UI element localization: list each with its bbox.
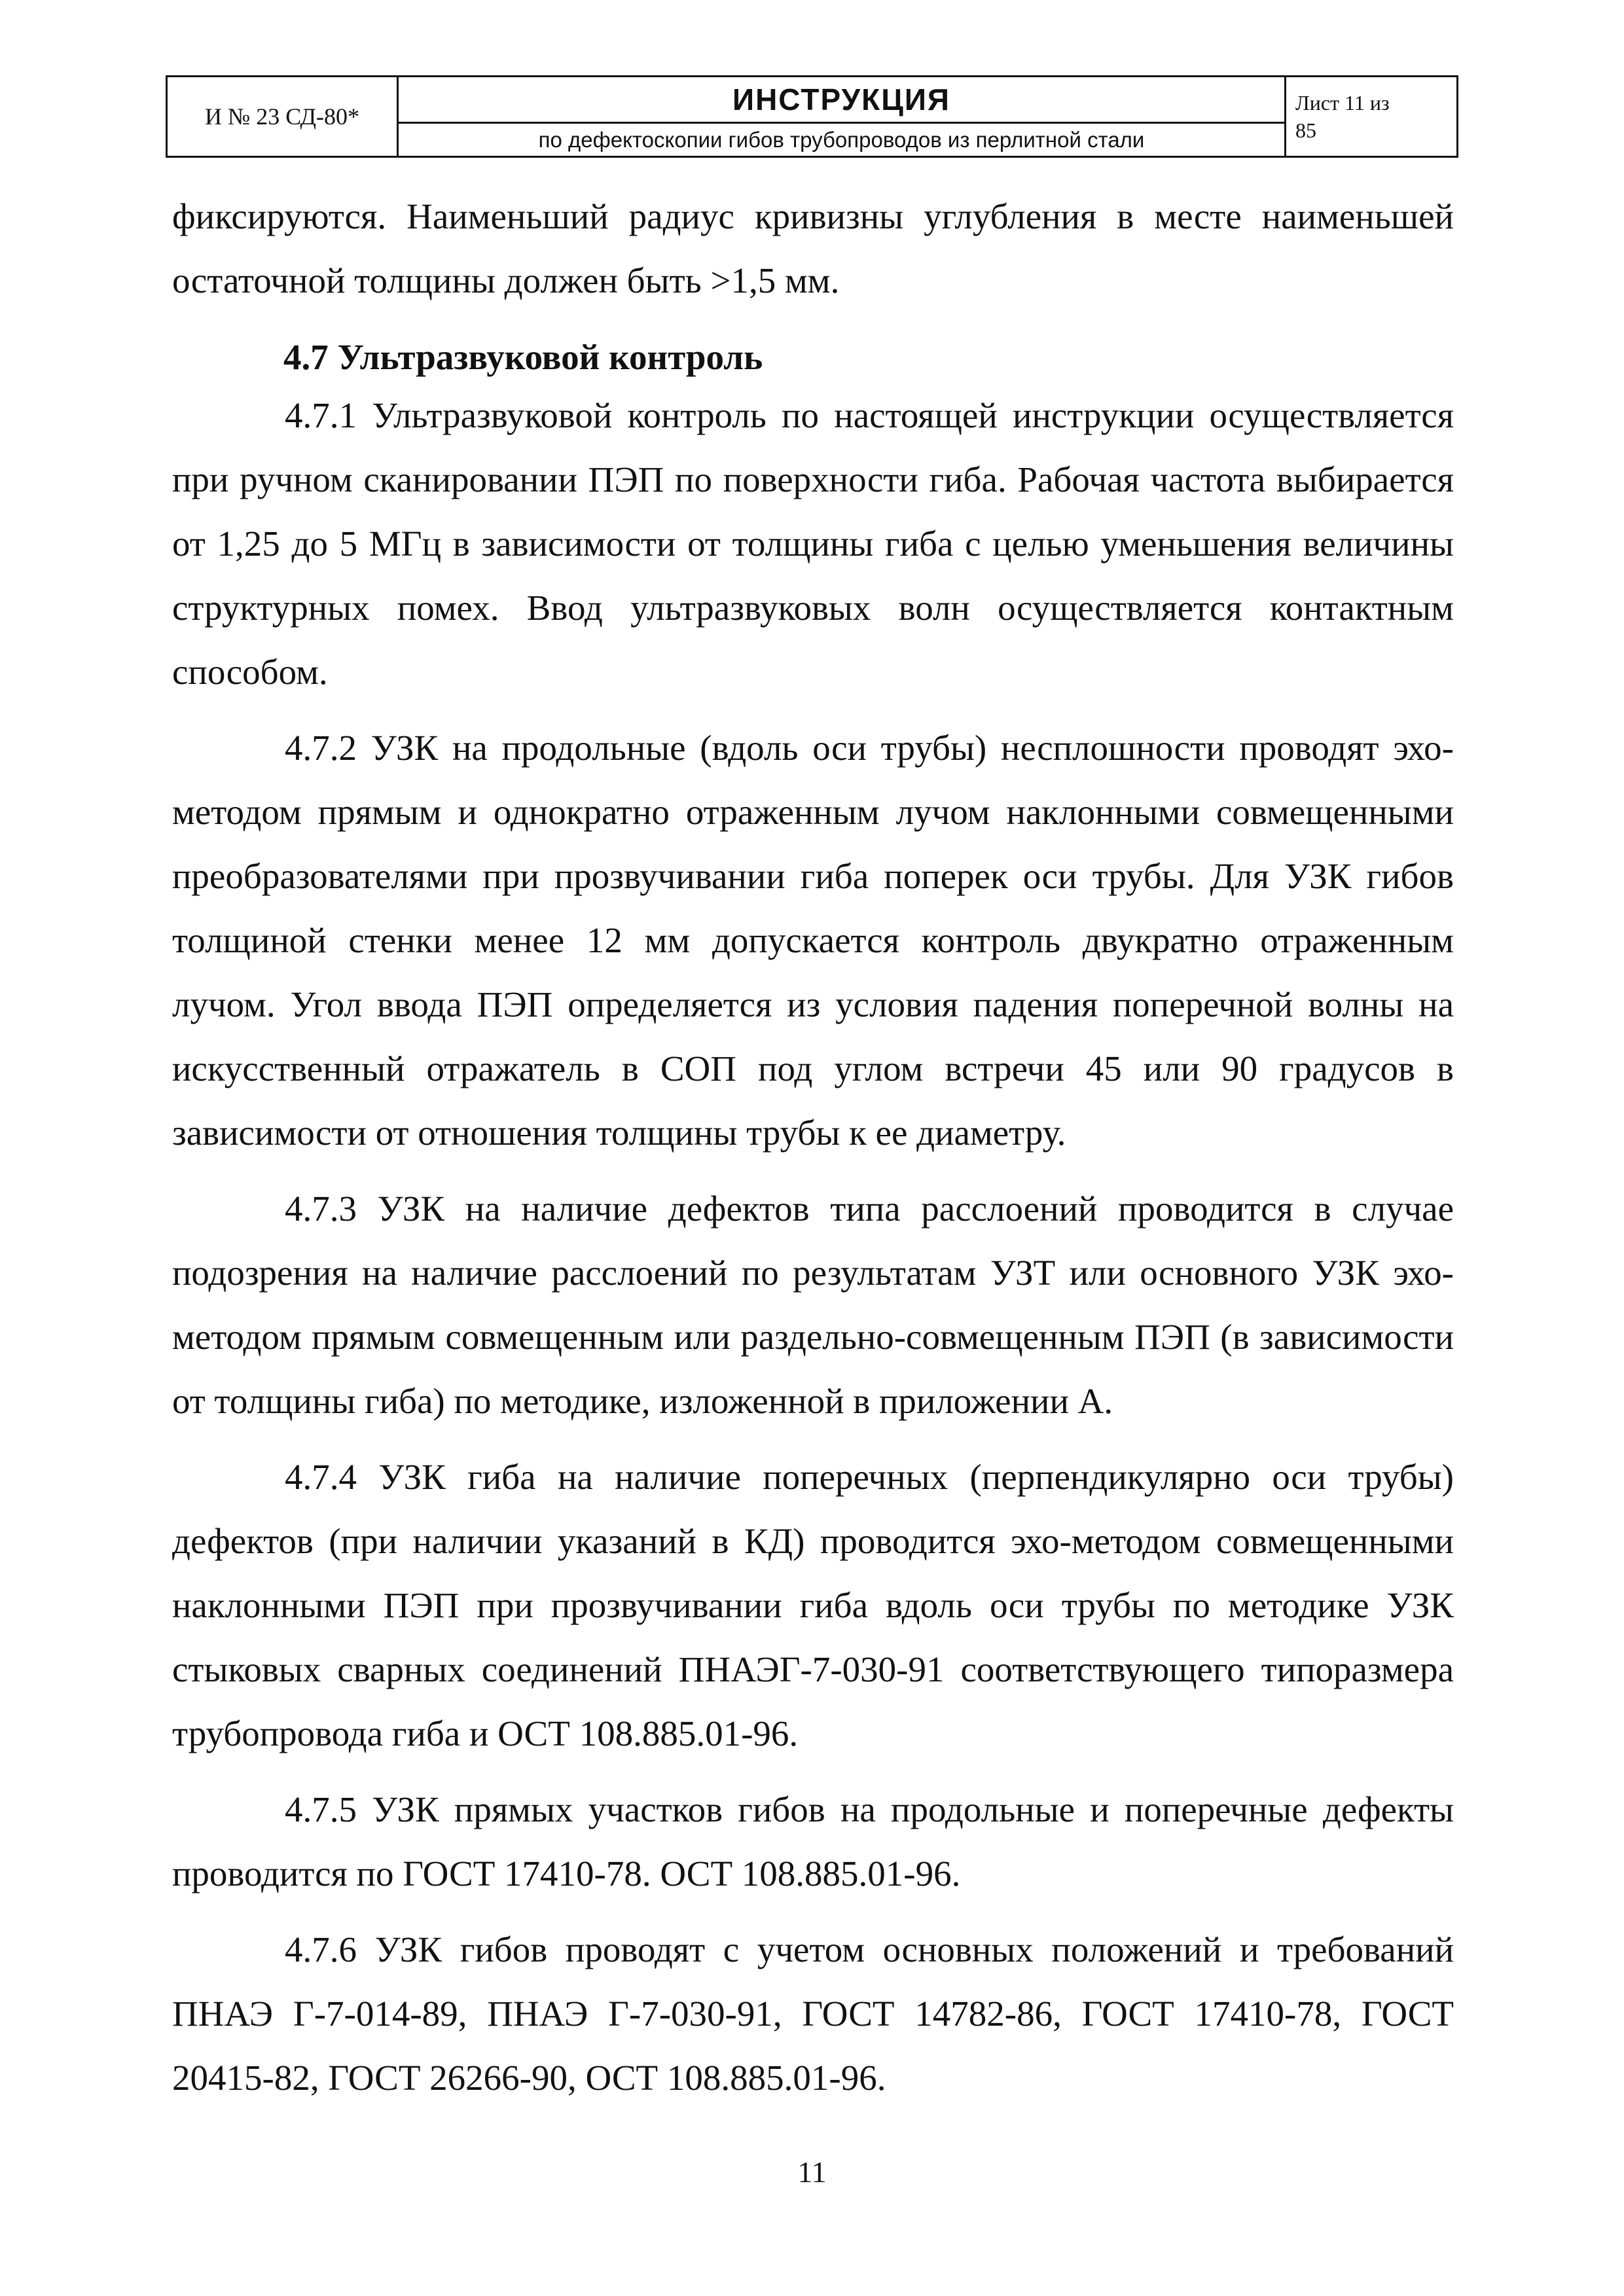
document-title: ИНСТРУКЦИЯ [399, 77, 1284, 124]
paragraph-4-7-5: 4.7.5 УЗК прямых участков гибов на продольные и поперечные дефекты проводится по ГОСТ 17410-78. ОСТ 108.885.01-96. [172, 1789, 1454, 1893]
document-subtitle: по дефектоскопии гибов трубопроводов из перлитной стали [538, 127, 1145, 152]
paragraph-4-7-2: 4.7.2 УЗК на продольные (вдоль оси трубы) несплошности проводят эхо-методом прямым и однократно отраженным лучом наклонными совмещенными преобразователями при прозвучивании гиба поперек оси трубы. Для УЗК гибов толщиной стенки менее 12 мм допускается контроль двукратно отраженным лучом. Угол ввода ПЭП определяется из условия падения поперечной волны на искусственный отражатель в СОП под углом встречи 45 или 90 градусов в зависимости от отношения толщины трубы к ее диаметру. [172, 728, 1454, 1153]
page-number: 11 [797, 2155, 827, 2189]
intro-paragraph: фиксируются. Наименьший радиус кривизны углубления в месте наименьшей остаточной толщины должен быть >1,5 мм. [172, 196, 1454, 300]
paragraph-4-7-4: 4.7.4 УЗК гиба на наличие поперечных (перпендикулярно оси трубы) дефектов (при наличии указаний в КД) проводится эхо-методом совмещенными наклонными ПЭП при прозвучивании гиба вдоль оси трубы по методике УЗК стыковых сварных соединений ПНАЭГ-7-030-91 соответствующего типоразмера трубопровода гиба и ОСТ 108.885.01-96. [172, 1457, 1454, 1753]
document-header-stamp [166, 75, 1458, 158]
document-title-block [399, 77, 1286, 156]
sheet-info-line-1: Лист 11 из [1295, 91, 1390, 115]
section-heading: 4.7 Ультразвуковой контроль [283, 337, 763, 377]
paragraph-4-7-6: 4.7.6 УЗК гибов проводят с учетом основных положений и требований ПНАЭ Г-7-014-89, ПНАЭ Г-7-030-91, ГОСТ 14782-86, ГОСТ 17410-78, ГОСТ 20415-82, ГОСТ 26266-90, ОСТ 108.885.01-96. [172, 1929, 1454, 2098]
document-body [172, 185, 1454, 2110]
sheet-info-line-2: 85 [1295, 118, 1316, 142]
paragraph-4-7-1: 4.7.1 Ультразвуковой контроль по настоящей инструкции осуществляется при ручном сканировании ПЭП по поверхности гиба. Рабочая частота выбирается от 1,25 до 5 МГц в зависимости от толщины гиба с целью уменьшения величины структурных помех. Ввод ультразвуковых волн осуществляется контактным способом. [172, 395, 1454, 692]
sheet-info [1286, 77, 1456, 156]
paragraph-4-7-3: 4.7.3 УЗК на наличие дефектов типа расслоений проводится в случае подозрения на наличие расслоений по результатам УЗТ или основного УЗК эхо-методом прямым совмещенным или раздельно-совмещенным ПЭП (в зависимости от толщины гиба) по методике, изложенной в приложении А. [172, 1189, 1454, 1421]
document-code: И № 23 СД-80* [168, 77, 399, 156]
